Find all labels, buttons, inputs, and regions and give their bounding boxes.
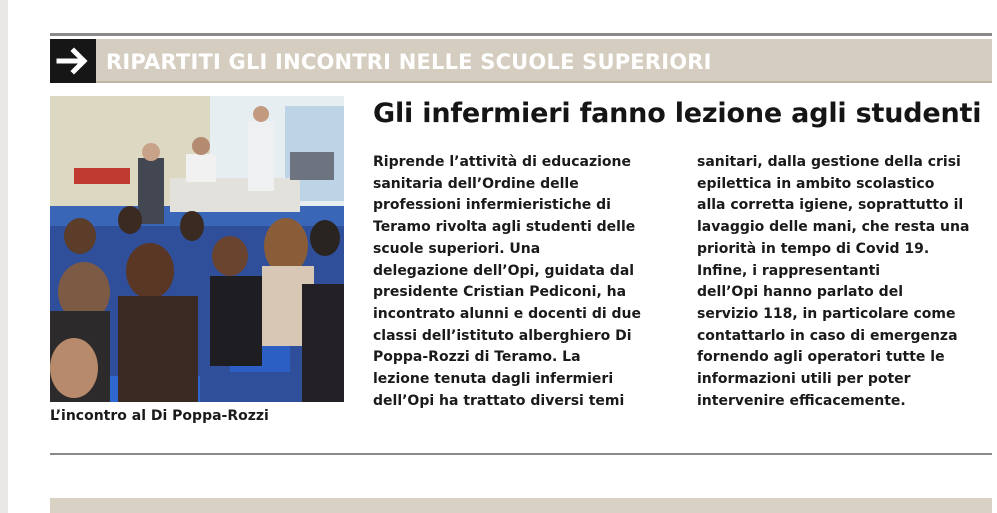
kicker-title: RIPARTITI GLI INCONTRI NELLE SCUOLE SUPERIORI — [106, 50, 712, 74]
text-line: epilettica in ambito scolastico — [697, 175, 935, 192]
photo-caption: L’incontro al Di Poppa-Rozzi — [50, 408, 269, 424]
arrow-right-icon — [50, 39, 96, 83]
text-line: contattarlo in caso di emergenza — [697, 327, 958, 344]
text-line: presidente Cristian Pediconi, ha — [373, 284, 627, 301]
classroom-photo-image — [50, 96, 344, 402]
text-line: lavaggio delle mani, che resta una — [697, 219, 970, 236]
text-line: lezione tenuta dagli infermieri — [373, 371, 614, 388]
text-line: informazioni utili per poter — [697, 371, 911, 388]
text-line: priorità in tempo di Covid 19. — [697, 240, 930, 257]
article-column-1 — [373, 152, 673, 412]
text-line: Teramo rivolta agli studenti delle — [373, 219, 636, 236]
article-column-2 — [697, 152, 997, 412]
page-edge — [0, 0, 8, 513]
text-line: dell’Opi ha trattato diversi temi — [373, 392, 625, 409]
text-line: dell’Opi hanno parlato del — [697, 284, 903, 301]
text-line: servizio 118, in particolare come — [697, 305, 956, 322]
bottom-rule — [50, 453, 992, 455]
text-line: delegazione dell’Opi, guidata dal — [373, 262, 635, 279]
text-line: Poppa-Rozzi di Teramo. La — [373, 349, 581, 366]
text-line: fornendo agli operatori tutte le — [697, 349, 945, 366]
arrow-right-glyph — [56, 46, 90, 76]
text-line: classi dell’istituto alberghiero Di — [373, 327, 632, 344]
text-line: intervenire efficacemente. — [697, 392, 906, 409]
top-rule — [50, 33, 992, 36]
text-line: sanitari, dalla gestione della crisi — [697, 154, 961, 170]
text-line: professioni infermieristiche di — [373, 197, 611, 214]
text-line: incontrato alunni e docenti di due — [373, 305, 642, 322]
text-line: Infine, i rappresentanti — [697, 262, 881, 279]
kicker-underline — [96, 81, 992, 83]
text-line: Riprende l’attività di educazione — [373, 154, 631, 170]
next-article-band — [50, 498, 992, 513]
text-line: sanitaria dell’Ordine delle — [373, 175, 579, 192]
article-photo — [50, 96, 344, 402]
text-line: scuole superiori. Una — [373, 240, 541, 257]
text-line: alla corretta igiene, soprattutto il — [697, 197, 964, 214]
article-headline: Gli infermieri fanno lezione agli studenti — [373, 98, 982, 129]
